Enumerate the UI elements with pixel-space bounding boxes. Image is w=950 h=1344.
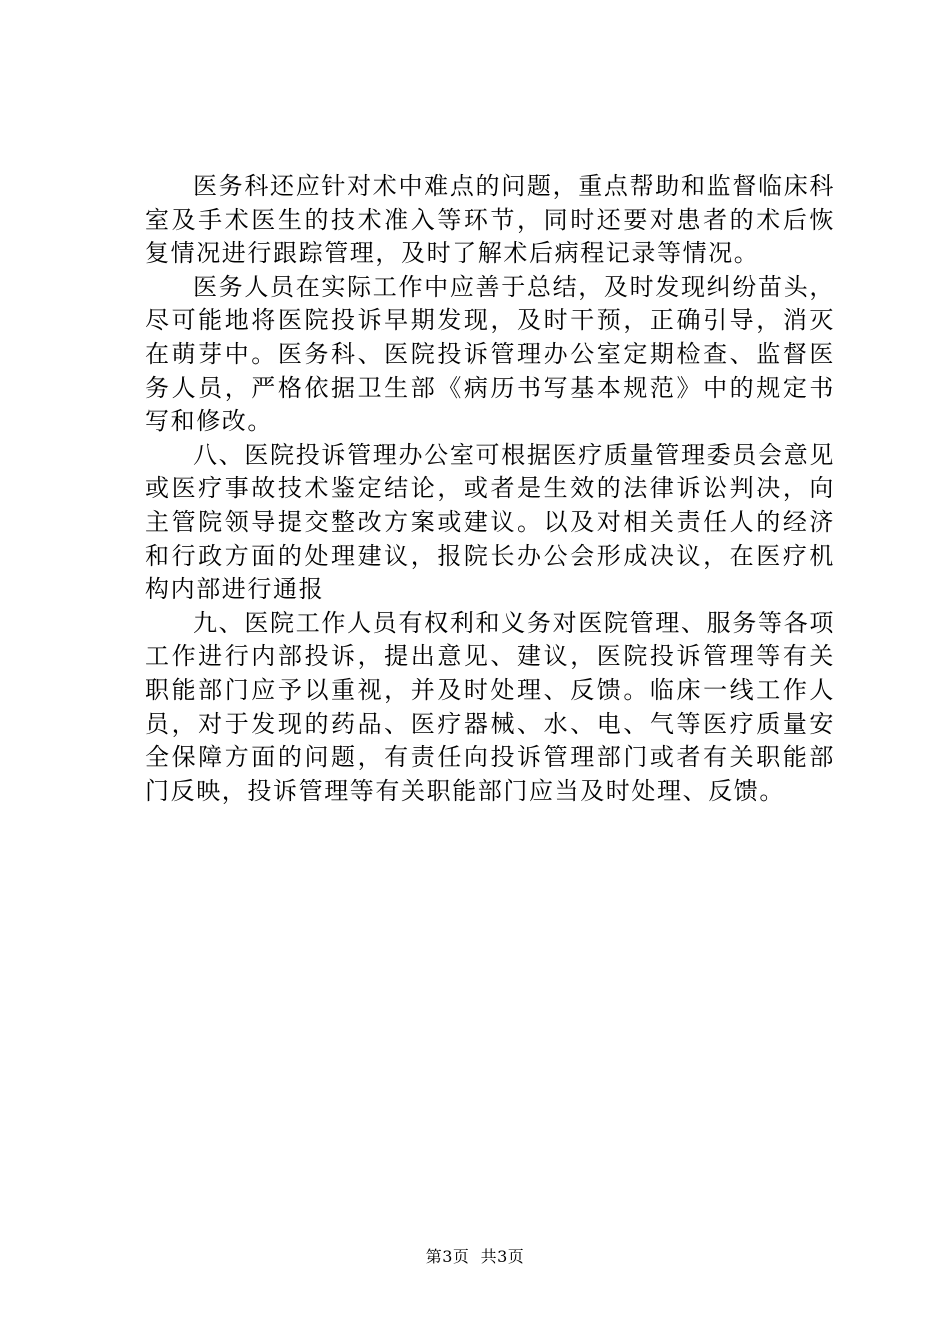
page-footer	[0, 1244, 950, 1267]
paragraph-item-nine: 九、医院工作人员有权利和义务对医院管理、服务等各项工作进行内部投诉，提出意见、建议，医院投诉管理等有关职能部门应予以重视，并及时处理、反馈。临床一线工作人员，对于发现的药品、医疗器械、水、电、气等医疗质量安全保障方面的问题，有责任向投诉管理部门或者有关职能部门反映，投诉管理等有关职能部门应当及时处理、反馈。	[145, 608, 835, 805]
paragraph-early-detection: 医务人员在实际工作中应善于总结，及时发现纠纷苗头，尽可能地将医院投诉早期发现，及时干预，正确引导，消灭在萌芽中。医务科、医院投诉管理办公室定期检查、监督医务人员，严格依据卫生部《病历书写基本规范》中的规定书写和修改。	[145, 272, 835, 436]
page-number: 第3页 共3页	[425, 1247, 525, 1266]
paragraph-surgical-oversight: 医务科还应针对术中难点的问题，重点帮助和监督临床科室及手术医生的技术准入等环节，同时还要对患者的术后恢复情况进行跟踪管理，及时了解术后病程记录等情况。	[145, 172, 835, 268]
document-body	[145, 170, 835, 808]
paragraph-item-eight: 八、医院投诉管理办公室可根据医疗质量管理委员会意见或医疗事故技术鉴定结论，或者是生效的法律诉讼判决，向主管院领导提交整改方案或建议。以及对相关责任人的经济和行政方面的处理建议，报院长办公会形成决议，在医疗机构内部进行通报	[145, 440, 835, 604]
